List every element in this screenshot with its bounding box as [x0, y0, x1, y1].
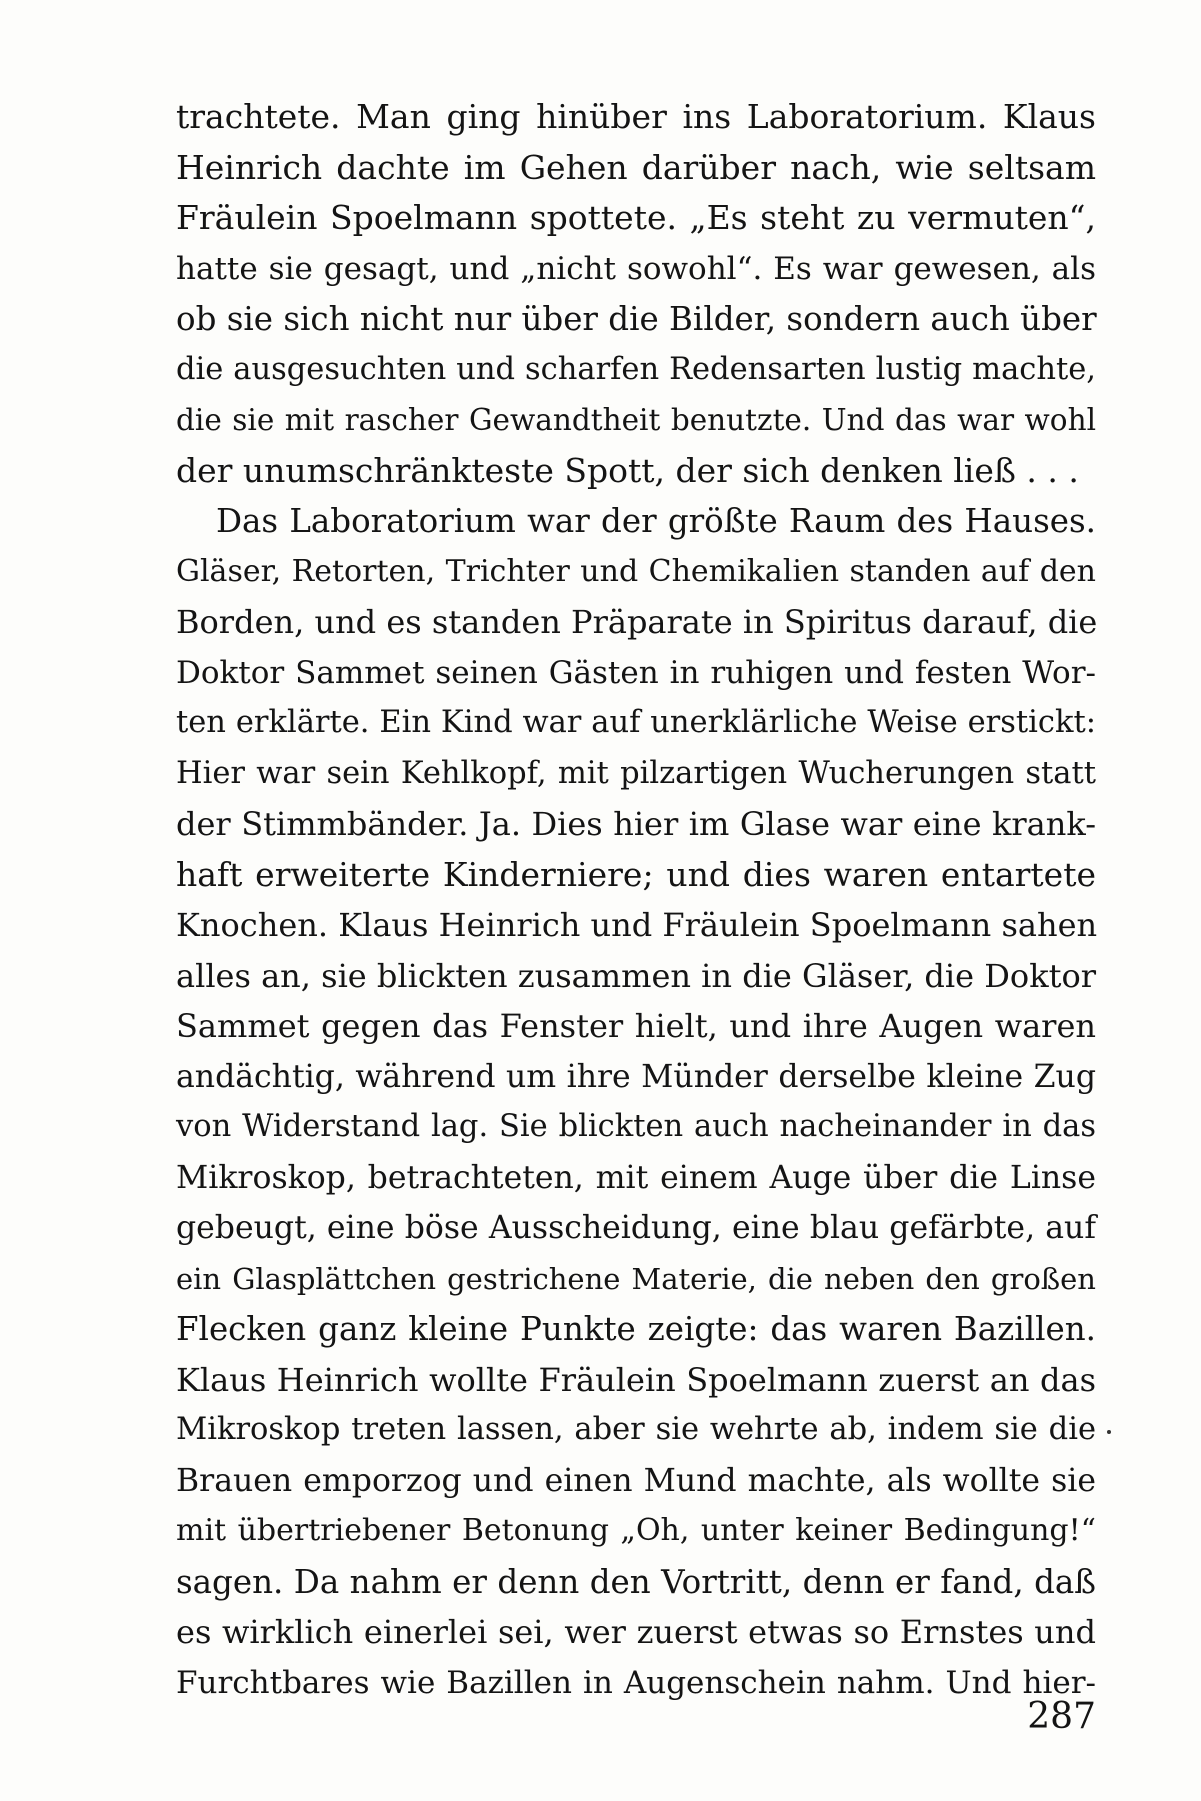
text-line: ein Glasplättchen gestrichene Materie, die neben den großen — [176, 1261, 1096, 1296]
text-line: trachtete. Man ging hinüber ins Laboratorium. Klaus — [176, 97, 1096, 136]
text-line: Fräulein Spoelmann spottete. „Es steht zu vermuten“, — [176, 198, 1096, 237]
text-line: Borden, und es standen Präparate in Spiritus darauf, die — [176, 603, 1098, 641]
text-line: Brauen emporzog und einen Mund machte, als wollte sie — [176, 1462, 1096, 1499]
text-line: der Stimmbänder. Ja. Dies hier im Glase war eine krank- — [176, 805, 1096, 843]
scan-speck — [1107, 1430, 1111, 1434]
text-line: die ausgesuchten und scharfen Redensarten lustig machte, — [176, 351, 1096, 387]
text-line: haft erweiterte Kinderniere; und dies waren entartete — [176, 854, 1096, 894]
text-line: Flecken ganz kleine Punkte zeigte: das waren Bazillen. — [176, 1310, 1096, 1348]
text-line: Heinrich dachte im Gehen darüber nach, wie seltsam — [176, 147, 1096, 187]
text-line: sagen. Da nahm er denn den Vortritt, denn er fand, daß — [176, 1562, 1096, 1601]
text-line: von Widerstand lag. Sie blickten auch nacheinander in das — [176, 1109, 1096, 1144]
text-line: Sammet gegen das Fenster hielt, und ihre Augen waren — [176, 1007, 1096, 1045]
text-line: die sie mit rascher Gewandtheit benutzte. Und das war wohl — [176, 403, 1096, 437]
text-line: es wirklich einerlei sei, wer zuerst etwas so Ernstes und — [176, 1613, 1096, 1651]
text-line: gebeugt, eine böse Ausscheidung, eine blau gefärbte, auf — [176, 1210, 1096, 1246]
text-line: alles an, sie blickten zusammen in die Gläser, die Doktor — [176, 956, 1096, 995]
text-line: Knochen. Klaus Heinrich und Fräulein Spoelmann sahen — [176, 906, 1098, 944]
text-line: hatte sie gesagt, und „nicht sowohl“. Es war gewesen, als — [176, 250, 1096, 287]
text-line: andächtig, während um ihre Münder derselbe kleine Zug — [176, 1058, 1096, 1095]
paragraph-start-line: Das Laboratorium war der größte Raum des Hauses. — [216, 502, 1096, 540]
text-line: Furchtbares wie Bazillen in Augenschein nahm. Und hier- — [176, 1664, 1096, 1701]
text-line: Mikroskop treten lassen, aber sie wehrte ab, indem sie die — [176, 1412, 1096, 1447]
body-text — [176, 92, 1096, 1708]
text-line: der unumschränkteste Spott, der sich denken ließ . . . — [176, 450, 1079, 490]
text-line: ob sie sich nicht nur über die Bilder, sondern auch über — [176, 300, 1097, 338]
text-line: Hier war sein Kehlkopf, mit pilzartigen Wucherungen statt — [176, 755, 1096, 791]
text-line: mit übertriebener Betonung „Oh, unter keiner Bedingung!“ — [176, 1513, 1096, 1548]
text-line: Mikroskop, betrachteten, mit einem Auge über die Linse — [176, 1159, 1096, 1196]
text-line: Klaus Heinrich wollte Fräulein Spoelmann zuerst an das — [176, 1360, 1096, 1399]
text-line: Doktor Sammet seinen Gästen in ruhigen und festen Wor- — [176, 654, 1096, 691]
text-line: ten erklärte. Ein Kind war auf unerklärliche Weise erstickt: — [176, 705, 1096, 740]
page-number: 287 — [1027, 1696, 1096, 1737]
text-line: Gläser, Retorten, Trichter und Chemikalien standen auf den — [176, 553, 1096, 589]
